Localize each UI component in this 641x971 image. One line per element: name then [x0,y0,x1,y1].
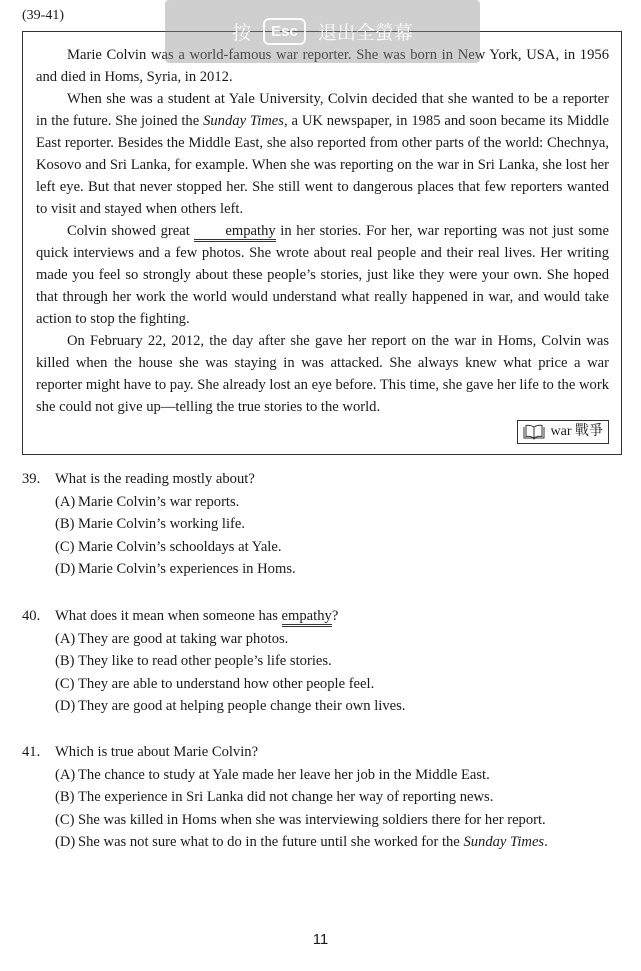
option-text: Marie Colvin’s war reports. [78,493,240,510]
option-b[interactable] [55,650,622,673]
question-40 [22,605,622,718]
paragraph-text: Colvin showed great [67,223,195,239]
option-text: Marie Colvin’s experiences in Homs. [78,561,296,577]
reading-passage [22,31,622,455]
option-text: She was killed in Homs when she was interviewing soldiers there for her report. [78,811,546,828]
option-b[interactable] [55,786,622,809]
option-text: The chance to study at Yale made her leave her job in the Middle East. [78,766,490,783]
option-d[interactable] [55,831,622,854]
option-d[interactable] [55,695,622,718]
newspaper-title: Sunday Times [463,834,545,850]
question-text: Which is true about Marie Colvin? [55,744,259,760]
option-a[interactable] [55,491,622,514]
option-label: (A) [55,493,76,510]
question-41 [22,741,622,854]
option-text: They are able to understand how other people feel. [78,675,375,692]
option-b[interactable] [55,513,622,536]
question-text [55,605,338,628]
question-text-part: What does it mean when someone has [55,608,282,624]
question-number: 39. [22,471,41,487]
option-label: (C) [55,675,75,692]
paragraph-text: When she was a student at Yale University, Colvin decided that she wanted to be a reporter in the future. She joined the [36,91,609,129]
passage-paragraph-1: Marie Colvin was a world-famous war reporter. She was born in New York, USA, in 1956 and died in Homs, Syria, in 2012. [36,47,609,85]
option-text: The experience in Sri Lanka did not change her way of reporting news. [78,789,494,805]
vocabulary-gloss [517,420,610,444]
option-label: (D) [55,834,76,850]
option-a[interactable] [55,628,622,651]
option-text-part: . [544,834,548,850]
question-range-label: (39-41) [22,8,64,23]
esc-key-icon: Esc [263,18,306,45]
question-39 [22,468,622,581]
book-icon [523,424,545,440]
hint-press-text: 按 [232,22,252,44]
option-text: Marie Colvin’s schooldays at Yale. [78,538,282,555]
passage-paragraph-4: On February 22, 2012, the day after she gave her report on the war in Homs, Colvin was killed when the house she was staying in was attacked. She always knew what price a war reporter might have to pay. She already lost an eye before. This time, she gave her life to the work she could not give up—telling the true stories to the world. [36,333,609,415]
option-text: They are good at helping people change their own lives. [78,698,406,714]
option-label: (C) [55,538,75,555]
question-text-part: ? [331,608,339,624]
underlined-word-empathy: empathy [194,223,275,242]
option-label: (A) [55,630,76,647]
option-label: (D) [55,698,76,714]
hint-action-text: 退出全螢幕 [317,22,413,44]
paragraph-text: , a UK newspaper, in 1985 and soon became its Middle East reporter. Besides the Middle East, she also reported from other parts of the world: Chechnya, Kosovo and Sri Lanka, for example. When she was reporting on the war in Sri Lanka, she lost her left eye. But that never stopped her. She still went to dangerous places that few reporters wanted to visit and stayed when others left. [36,113,609,217]
passage-paragraph-2 [36,88,609,220]
option-label: (B) [55,516,75,532]
option-c[interactable] [55,673,622,696]
question-text: What is the reading mostly about? [55,471,255,487]
page-number: 11 [312,931,329,948]
option-c[interactable] [55,809,622,832]
option-c[interactable] [55,536,622,559]
option-text [78,831,548,854]
option-label: (C) [55,811,75,828]
newspaper-title: Sunday Times [203,113,284,129]
option-text: They are good at taking war photos. [78,630,289,647]
question-number: 41. [22,744,41,760]
exit-fullscreen-hint[interactable] [165,0,480,63]
paragraph-text: in her stories. For her, war reporting was not just some quick interviews and a few photos. She wrote about real people and their real lives. Her writing made you feel so strongly about these people’s stories, just like they were your own. She hoped that through her work the world would understand what really happened in war, and would take action to stop the fighting. [36,223,609,327]
option-d[interactable] [55,558,622,581]
option-label: (B) [55,789,75,805]
gloss-text: war 戰爭 [550,424,603,439]
option-text: They like to read other people’s life stories. [78,653,332,669]
underlined-word-empathy: empathy [282,608,332,627]
option-label: (B) [55,653,75,669]
option-text-part: She was not sure what to do in the future until she worked for the [78,834,464,850]
option-text: Marie Colvin’s working life. [78,516,245,532]
option-label: (A) [55,766,76,783]
option-label: (D) [55,561,76,577]
question-number: 40. [22,608,41,624]
option-a[interactable] [55,764,622,787]
passage-paragraph-3 [36,220,609,330]
